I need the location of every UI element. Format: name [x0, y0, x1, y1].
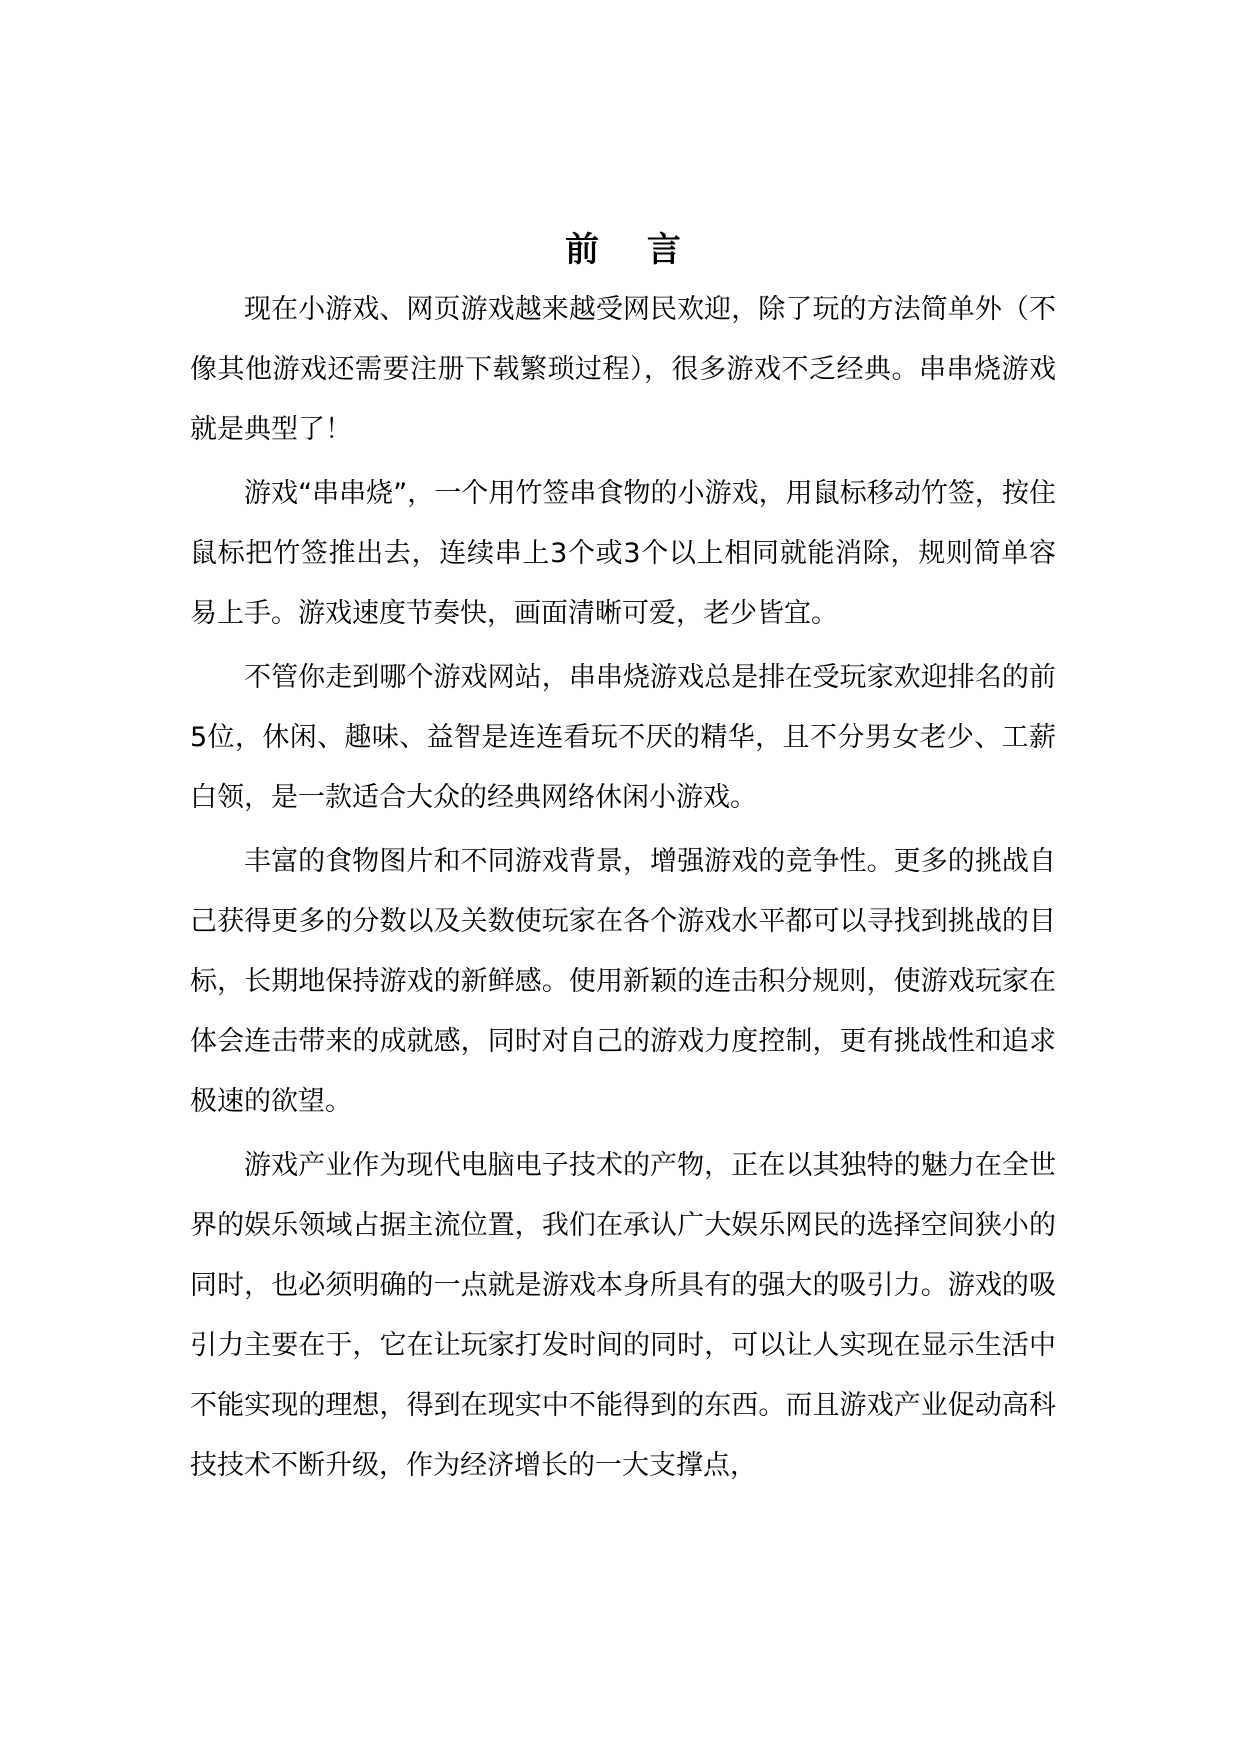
paragraph-1: 现在小游戏、网页游戏越来越受网民欢迎，除了玩的方法简单外（不像其他游戏还需要注册下载繁琐过程），很多游戏不乏经典。串串烧游戏就是典型了！: [190, 294, 1056, 445]
page-title: 前 言: [565, 230, 699, 270]
paragraph-3: 不管你走到哪个游戏网站，串串烧游戏总是排在受玩家欢迎排名的前5位，休闲、趣味、益智是连连看玩不厌的精华，且不分男女老少、工薪白领，是一款适合大众的经典网络休闲小游戏。: [190, 662, 1056, 813]
paragraph-2: 游戏“串串烧”，一个用竹签串食物的小游戏，用鼠标移动竹签，按住鼠标把竹签推出去，连续串上3个或3个以上相同就能消除，规则简单容易上手。游戏速度节奏快，画面清晰可爱，老少皆宜。: [190, 478, 1056, 629]
paragraph-4: 丰富的食物图片和不同游戏背景，增强游戏的竞争性。更多的挑战自己获得更多的分数以及关数使玩家在各个游戏水平都可以寻找到挑战的目标，长期地保持游戏的新鲜感。使用新颖的连击积分规则，使游戏玩家在体会连击带来的成就感，同时对自己的游戏力度控制，更有挑战性和追求极速的欲望。: [190, 846, 1056, 1117]
document-body: [190, 224, 1056, 1496]
paragraph-5: 游戏产业作为现代电脑电子技术的产物，正在以其独特的魅力在全世界的娱乐领域占据主流位置，我们在承认广大娱乐网民的选择空间狭小的同时，也必须明确的一点就是游戏本身所具有的强大的吸引力。游戏的吸引力主要在于，它在让玩家打发时间的同时，可以让人实现在显示生活中不能实现的理想，得到在现实中不能得到的东西。而且游戏产业促动高科技技术不断升级，作为经济增长的一大支撑点，: [190, 1150, 1056, 1481]
